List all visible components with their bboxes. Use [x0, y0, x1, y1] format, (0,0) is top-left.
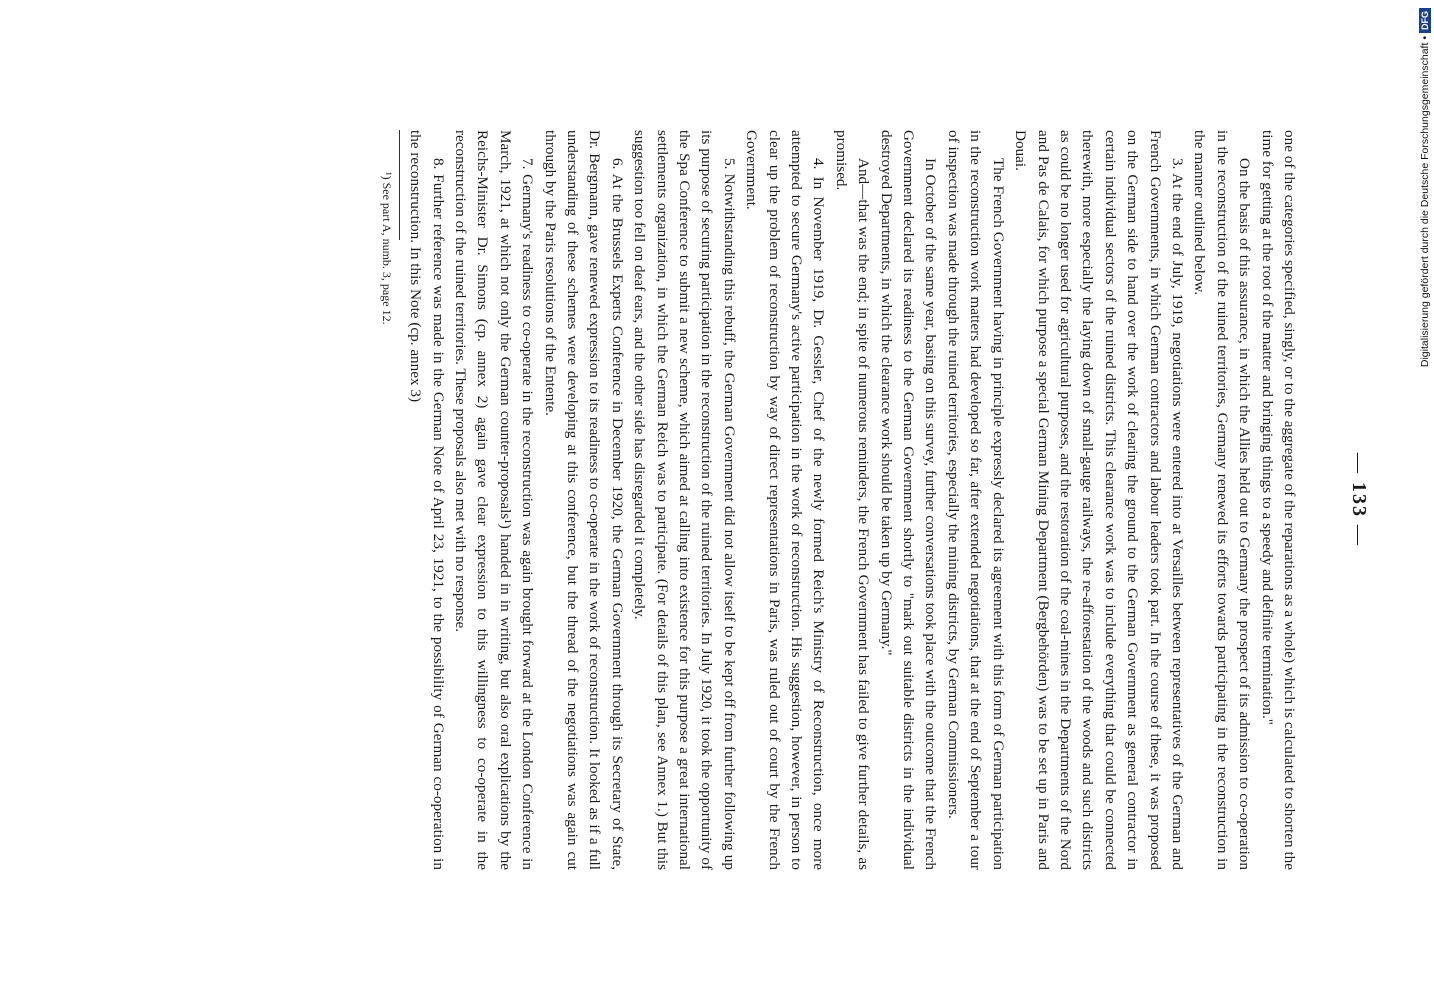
- paragraph: The French Government having in principle expressly declared its agreement with this form of German participation in the reconstruction work matters had developed so far, after extended negotiations, that at the end of September a tour of inspection was made through the ruined territories, especially the mining districts, by German Commissioners.: [944, 130, 1007, 870]
- paragraph: In October of the same year, basing on this survey, further conversations took place with the outcome that the French Government declared its readiness to the German Government shortly to "mark out suitable districts in the individual destroyed Departments, in which the clearance work should be taken up by Germany.": [877, 130, 940, 870]
- paragraph: On the basis of this assurance, in which the Allies held out to Germany the prospect of its admission to co-operation in the reconstruction of the ruined territories, Germany renewed its efforts towards participating in the reconstruction in the manner outlined below.: [1191, 130, 1254, 870]
- page-header: — 133 —: [1348, 453, 1370, 547]
- footnote: ¹) See part A, numb. 3, page 12.: [379, 172, 394, 325]
- paragraph: 6. At the Brussels Experts Conference in December 1920, the German Government through its Secretary of State, Dr. Bergmann, gave renewed expression to its readiness to co-operate in the work of reconstruction. It looked as if a full understanding of these schemes were developing at this conference, but the thread of the negotiations was again cut through by the Paris resolutions of the Entente.: [541, 130, 626, 870]
- paragraph: 4. In November 1919, Dr. Gessler, Chef of the newly formed Reich's Ministry of Reconstruction, once more attempted to secure Germany's active participation in the work of reconstruction. His suggestion, however, in person to clear up the problem of reconstruction by way of direct representations in Paris, was ruled out of court by the French Government.: [743, 130, 828, 870]
- paragraph: one of the categories specified, singly, or to the aggregate of the reparations as a whole) which is calculated to shorten the time for getting at the root of the matter and bringing things to a speedy and definite termination.": [1258, 130, 1298, 870]
- body-text: [379, 130, 1300, 870]
- paragraph: And—that was the end; in spite of numerous reminders, the French Government has failed to give further details, as promised.: [832, 130, 873, 870]
- paragraph: 3. At the end of July, 1919, negotiations were entered into at Versailles between representatives of the German and French Governments, in which German contractors and labour leaders took part. In the course of these, it was proposed on the German side to hand over the work of clearing the ground to the German Government as general contractor in certain individual sectors of the ruined districts. This clearance work was to include everything that could be connected therewith, more especially the laying down of small-gauge railways, the re-afforestation of the woods and such districts as could be no longer used for agricultural purposes, and the restoration of the coal-mines in the Departments of the Nord and Pas de Calais, for which purpose a special German Mining Department (Bergbehörden) was to be set up in Paris and Douai.: [1012, 130, 1186, 870]
- paragraph: 7. Germany's readiness to co-operate in the reconstruction was again brought forward at the London Conference in March, 1921, at which not only the German counter-proposals¹) handed in in writing, but also oral explications by the Reichs-Minister Dr. Simons (cp. annex 2) again gave clear expression to this willingness to co-operate in the reconstruction of the ruined territories. These proposals also met with no response.: [451, 130, 537, 870]
- credit-text: Digitalisierung gefördert durch die Deutsche Forschungsgemeinschaft •: [1419, 36, 1431, 368]
- page-number: 133: [1348, 482, 1370, 518]
- digitization-credit: [1418, 8, 1432, 388]
- footnote-rule: [399, 130, 400, 240]
- dfg-logo: DFG: [1419, 8, 1431, 33]
- scanned-page: [70, 130, 1370, 870]
- paragraph: 5. Notwithstanding this rebuff, the German Government did not allow itself to be kept off from further following up its purpose of securing participation in the reconstruction of the ruined territories. In July 1920, it took the opportunity of the Spa Conference to submit a new scheme, which aimed at calling into existence for this purpose a great international settlements organization, in which the German Reich was to participate. (For details of this plan, see Annex 1.) But this suggestion too fell on deaf ears, and the other side has disregarded it completely.: [631, 130, 738, 870]
- paragraph: 8. Further reference was made in the German Note of April 23, 1921, to the possibility of German co-operation in the reconstruction. In this Note (cp. annex 3): [407, 130, 447, 870]
